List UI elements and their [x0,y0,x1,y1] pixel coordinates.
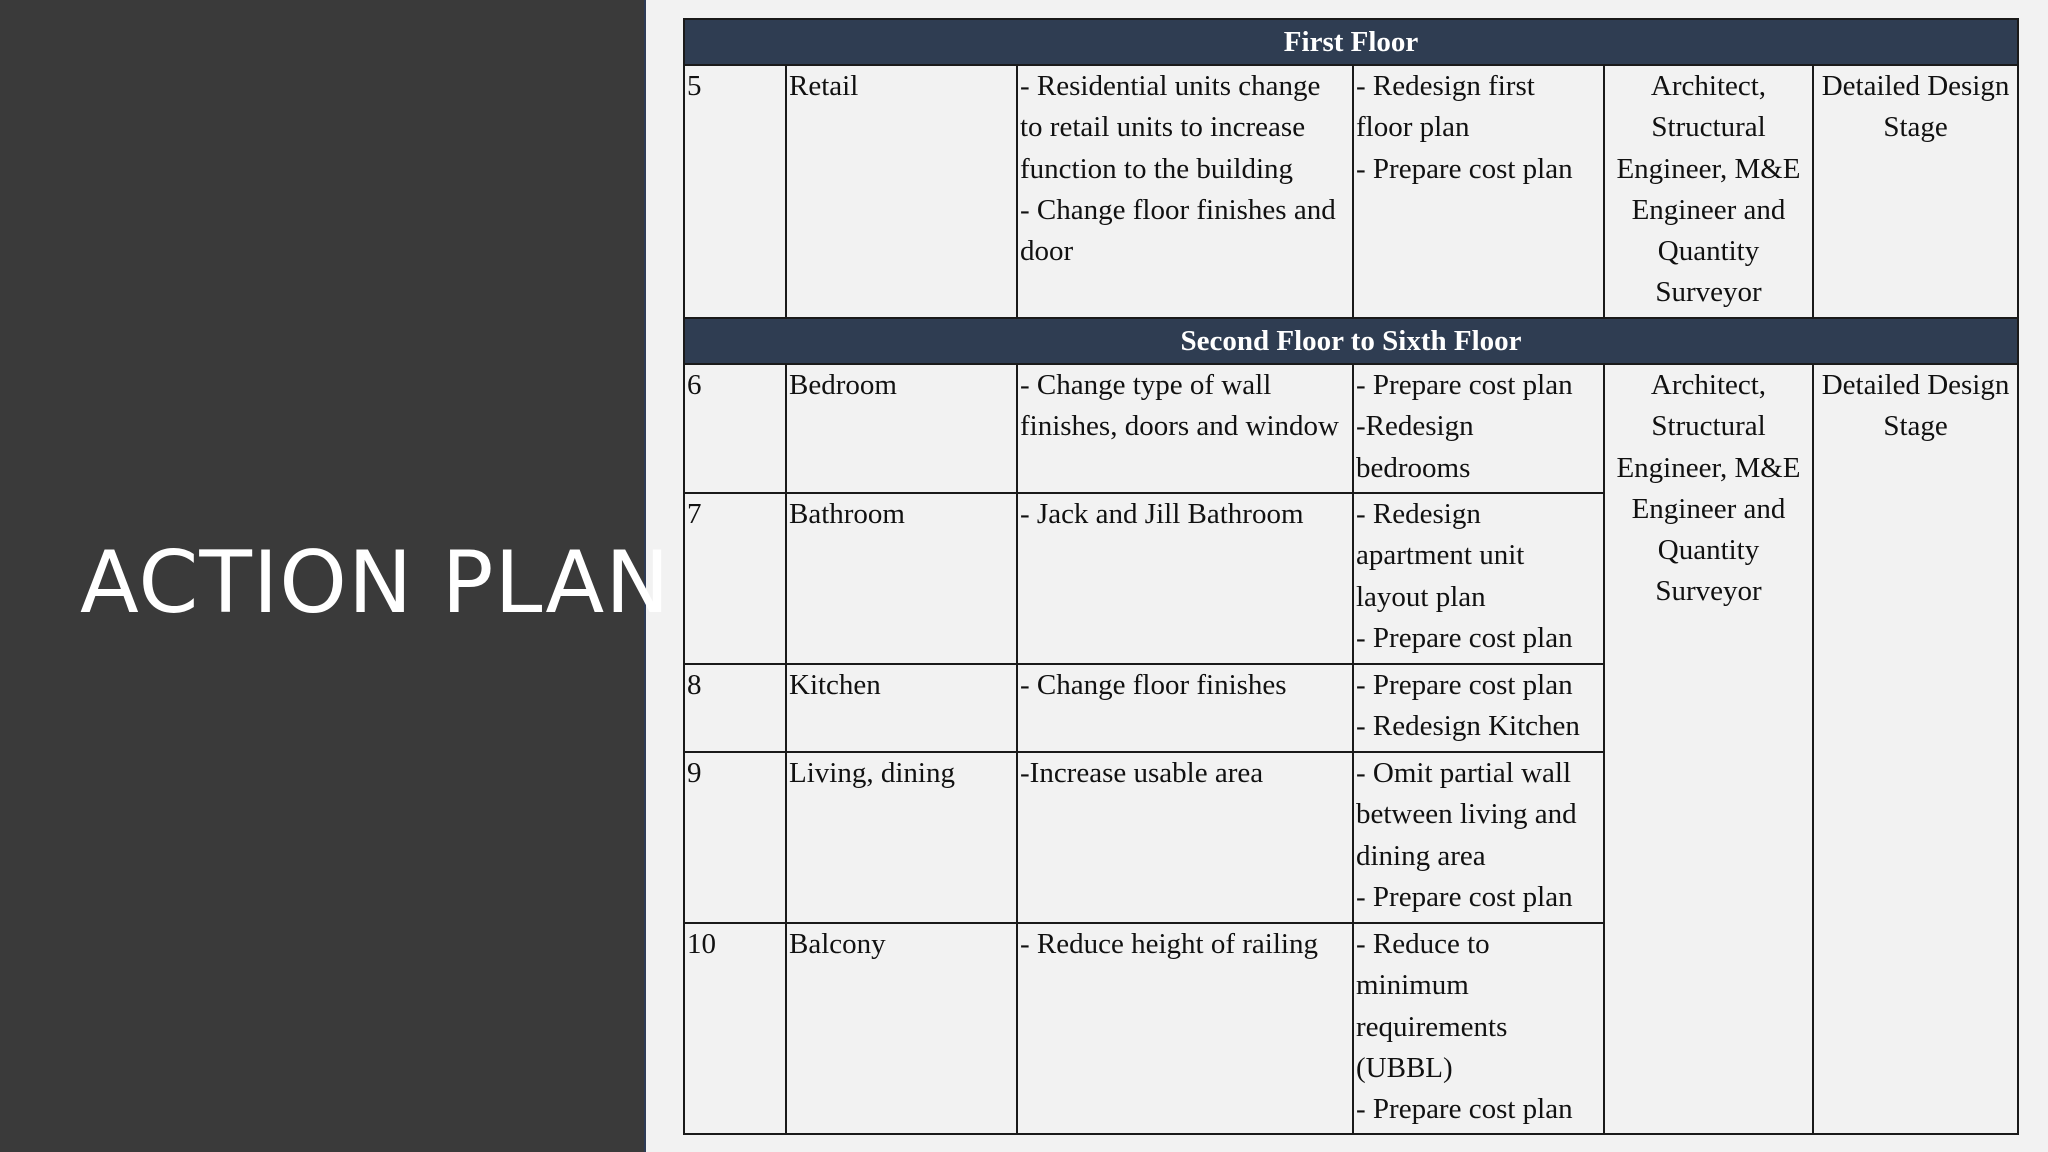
cell-text-line: - Change type of wall [1020,369,1272,401]
action-plan-table [683,18,2019,1135]
cell-text-line: - Prepare cost plan [1356,621,1573,654]
action-cell [1353,493,1604,664]
cell-text-line: Quantity [1657,534,1760,567]
stage-cell [1813,65,2018,318]
action-cell [1353,752,1604,923]
row-number: 7 [684,493,786,664]
cell-text-line: Detailed Design [1821,369,2010,401]
table-row [684,364,2018,493]
stage-cell [1813,364,2018,1134]
table-row [684,65,2018,318]
section-header-row [684,19,2018,65]
cell-text-line: Detailed Design [1821,70,2010,102]
cell-text-line: Structural [1651,111,1766,144]
cell-text-line: Stage [1883,410,1948,443]
cell-text-line: Structural [1651,410,1766,443]
issue-cell [1017,664,1353,752]
issue-cell [1017,752,1353,923]
slide-title: ACTION PLAN [80,533,671,633]
action-cell [1353,364,1604,493]
cell-text-line: between living and [1356,798,1577,831]
cell-text-line: - Prepare cost plan [1356,669,1573,701]
cell-text-line: - Reduce height of railing [1020,928,1318,960]
cell-text-line: door [1020,235,1074,268]
cell-text-line: Surveyor [1655,276,1762,309]
cell-text-line: minimum [1356,969,1469,1002]
cell-text-line: - Jack and Jill Bathroom [1020,498,1304,530]
area-cell: Kitchen [786,664,1017,752]
cell-text-line: - Change floor finishes [1020,669,1287,701]
cell-text-line: Engineer, M&E [1616,451,1801,484]
cell-text-line: -Redesign [1356,410,1474,443]
title-panel [0,0,671,1152]
cell-text-line: - Prepare cost plan [1356,880,1573,913]
cell-text-line: function to the building [1020,152,1294,185]
section-header-row [684,318,2018,364]
cell-text-line: floor plan [1356,111,1470,144]
action-cell [1353,923,1604,1134]
cell-text-line: - Residential units change [1020,70,1321,102]
area-cell: Balcony [786,923,1017,1134]
area-cell: Bedroom [786,364,1017,493]
cell-text-line: - Prepare cost plan [1356,152,1573,185]
cell-text-line: dining area [1356,839,1486,872]
cell-text-line: - Redesign first [1356,70,1535,102]
cell-text-line: layout plan [1356,580,1486,613]
cell-text-line: requirements [1356,1010,1508,1043]
row-number: 8 [684,664,786,752]
cell-text-line: - Prepare cost plan [1356,1093,1573,1126]
responsible-cell [1604,364,1813,1134]
cell-text-line: - Omit partial wall [1356,757,1572,789]
cell-text-line: - Reduce to [1356,928,1490,960]
cell-text-line: - Prepare cost plan [1356,369,1573,401]
section-heading-upper-floors: Second Floor to Sixth Floor [684,318,2018,364]
cell-text-line: - Redesign [1356,498,1481,530]
cell-text-line: to retail units to increase [1020,111,1306,144]
action-cell [1353,664,1604,752]
issue-cell [1017,923,1353,1134]
cell-text-line: -Increase usable area [1020,757,1264,789]
cell-text-line: apartment unit [1356,539,1525,572]
action-cell [1353,65,1604,318]
cell-text-line: Quantity [1657,235,1760,268]
cell-text-line: Architect, [1650,369,1767,401]
cell-text-line: - Redesign Kitchen [1356,710,1580,743]
row-number: 9 [684,752,786,923]
area-cell: Living, dining [786,752,1017,923]
cell-text-line: Stage [1883,111,1948,144]
area-cell: Bathroom [786,493,1017,664]
issue-cell [1017,65,1353,318]
cell-text-line: - Change floor finishes and [1020,193,1336,226]
issue-cell [1017,493,1353,664]
cell-text-line: finishes, doors and window [1020,410,1339,443]
issue-cell [1017,364,1353,493]
cell-text-line: Architect, [1650,70,1767,102]
cell-text-line: Engineer and [1631,492,1786,525]
area-cell: Retail [786,65,1017,318]
cell-text-line: Surveyor [1655,575,1762,608]
cell-text-line: Engineer, M&E [1616,152,1801,185]
row-number: 5 [684,65,786,318]
cell-text-line: Engineer and [1631,193,1786,226]
cell-text-line: bedrooms [1356,451,1471,484]
row-number: 10 [684,923,786,1134]
cell-text-line: (UBBL) [1356,1051,1453,1084]
row-number: 6 [684,364,786,493]
responsible-cell [1604,65,1813,318]
section-heading-first-floor: First Floor [684,19,2018,65]
